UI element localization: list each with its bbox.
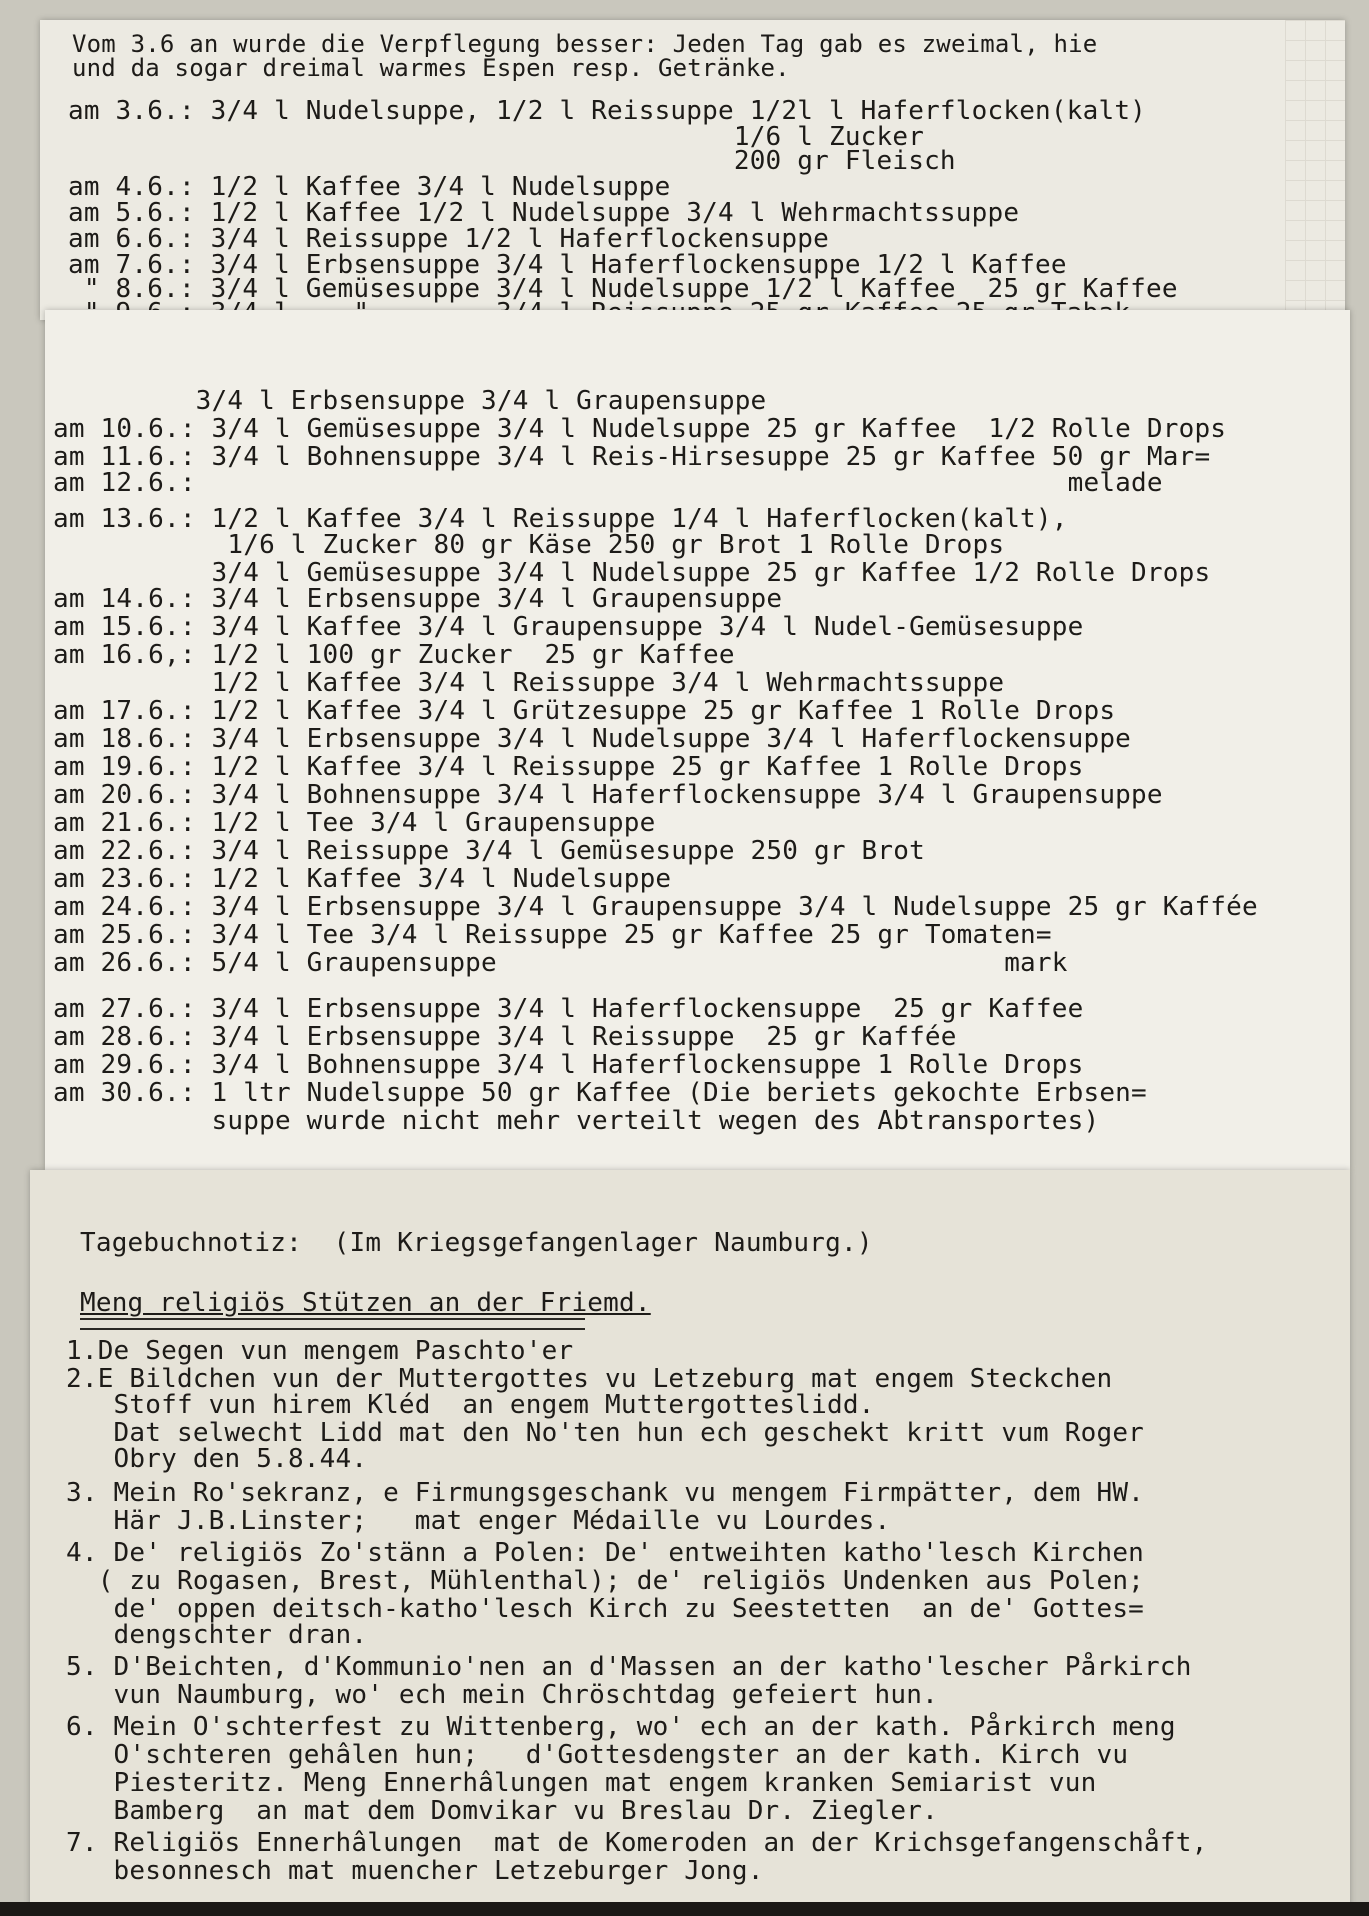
ration-entry: am 28.6.: 3/4 l Erbsensuppe 3/4 l Reissuppe 25 gr Kaffée: [53, 1022, 957, 1052]
list-item: 2.E Bildchen vun der Muttergottes vu Letzeburg mat engem Steckchen: [66, 1364, 1113, 1394]
list-item: 3. Mein Ro'sekranz, e Firmungsgeschank vu mengem Firmpätter, dem HW.: [66, 1478, 1145, 1508]
ration-entry: am 6.6.: 3/4 l Reissuppe 1/2 l Haferflockensuppe: [68, 224, 829, 254]
list-item: Dat selwecht Lidd mat den No'ten hun ech geschekt kritt vum Roger: [66, 1418, 1145, 1448]
list-item: besonnesch mat muencher Letzeburger Jong.: [66, 1856, 764, 1886]
graph-paper-edge: [1285, 20, 1345, 320]
list-item: dengschter dran.: [66, 1620, 368, 1650]
ration-entry: am 30.6.: 1 ltr Nudelsuppe 50 gr Kaffee (Die beriets gekochte Erbsen=: [53, 1078, 1147, 1108]
ration-entry: am 22.6.: 3/4 l Reissuppe 3/4 l Gemüsesuppe 250 gr Brot: [53, 836, 925, 866]
ration-entry: am 10.6.: 3/4 l Gemüsesuppe 3/4 l Nudelsuppe 25 gr Kaffee 1/2 Rolle Drops: [53, 414, 1227, 444]
ration-entry: 200 gr Fleisch: [68, 146, 956, 176]
typed-sheet-middle: [45, 310, 1350, 1170]
ration-entry: am 21.6.: 1/2 l Tee 3/4 l Graupensuppe: [53, 808, 656, 838]
ration-entry: 3/4 l Erbsensuppe 3/4 l Graupensuppe: [53, 386, 767, 416]
ration-entry: am 14.6.: 3/4 l Erbsensuppe 3/4 l Graupensuppe: [53, 584, 783, 614]
heading-double-underline: [80, 1318, 585, 1330]
list-item: Bamberg an mat dem Domvikar vu Breslau Dr. Ziegler.: [66, 1796, 938, 1826]
ration-entry: am 15.6.: 3/4 l Kaffee 3/4 l Graupensuppe 3/4 l Nudel-Gemüsesuppe: [53, 612, 1084, 642]
ration-entry: am 27.6.: 3/4 l Erbsensuppe 3/4 l Haferflockensuppe 25 gr Kaffee: [53, 994, 1084, 1024]
ration-entry: " 8.6.: 3/4 l Gemüsesuppe 3/4 l Nudelsuppe 1/2 l Kaffee 25 gr Kaffee: [68, 274, 1178, 304]
list-item: 1.De Segen vun mengem Paschto'er: [66, 1336, 574, 1366]
ration-entry: am 5.6.: 1/2 l Kaffee 1/2 l Nudelsuppe 3/4 l Wehrmachtssuppe: [68, 198, 1020, 228]
ration-entry: am 20.6.: 3/4 l Bohnensuppe 3/4 l Haferflockensuppe 3/4 l Graupensuppe: [53, 780, 1163, 810]
ration-entry: am 7.6.: 3/4 l Erbsensuppe 3/4 l Haferflockensuppe 1/2 l Kaffee: [68, 250, 1067, 280]
intro-line: Vom 3.6 an wurde die Verpflegung besser: Jeden Tag gab es zweimal, hie: [72, 30, 1098, 58]
ration-entry: am 24.6.: 3/4 l Erbsensuppe 3/4 l Graupensuppe 3/4 l Nudelsuppe 25 gr Kaffée: [53, 892, 1258, 922]
ration-entry: 1/2 l Kaffee 3/4 l Reissuppe 3/4 l Wehrmachtssuppe: [53, 668, 1005, 698]
ration-entry: am 11.6.: 3/4 l Bohnensuppe 3/4 l Reis-Hirsesuppe 25 gr Kaffee 50 gr Mar=: [53, 442, 1211, 472]
list-item: 5. D'Beichten, d'Kommunio'nen an d'Massen an der katho'lescher Pårkirch: [66, 1652, 1192, 1682]
ration-entry: 1/6 l Zucker: [68, 122, 925, 152]
diary-note: Tagebuchnotiz: (Im Kriegsgefangenlager Naumburg.): [80, 1228, 873, 1258]
ration-entry: am 26.6.: 5/4 l Graupensuppe mark: [53, 948, 1068, 978]
list-item: 6. Mein O'schterfest zu Wittenberg, wo' ech an der kath. Pårkirch meng: [66, 1712, 1176, 1742]
list-item: de' oppen deitsch-katho'lesch Kirch zu Seestetten an de' Gottes=: [66, 1594, 1145, 1624]
ration-entry: am 3.6.: 3/4 l Nudelsuppe, 1/2 l Reissuppe 1/2l l Haferflocken(kalt): [68, 96, 1147, 126]
ration-entry: am 17.6.: 1/2 l Kaffee 3/4 l Grützesuppe 25 gr Kaffee 1 Rolle Drops: [53, 696, 1116, 726]
ration-entry: am 29.6.: 3/4 l Bohnensuppe 3/4 l Haferflockensuppe 1 Rolle Drops: [53, 1050, 1084, 1080]
ration-entry: 1/6 l Zucker 80 gr Käse 250 gr Brot 1 Rolle Drops: [53, 530, 1005, 560]
list-item: Obry den 5.8.44.: [66, 1444, 368, 1474]
ration-entry: am 13.6.: 1/2 l Kaffee 3/4 l Reissuppe 1/4 l Haferflocken(kalt),: [53, 504, 1068, 534]
typed-sheet-top: [40, 20, 1345, 320]
ration-entry: am 18.6.: 3/4 l Erbsensuppe 3/4 l Nudelsuppe 3/4 l Haferflockensuppe: [53, 724, 1132, 754]
list-item: Här J.B.Linster; mat enger Médaille vu Lourdes.: [66, 1506, 891, 1536]
list-item: Piesteritz. Meng Ennerhâlungen mat engem kranken Semiarist vun: [66, 1768, 1097, 1798]
ration-entry: am 25.6.: 3/4 l Tee 3/4 l Reissuppe 25 gr Kaffee 25 gr Tomaten=: [53, 920, 1052, 950]
intro-line: und da sogar dreimal warmes Espen resp. Getränke.: [72, 54, 790, 82]
section-heading: Meng religiös Stützen an der Friemd.: [80, 1288, 651, 1318]
ration-entry: suppe wurde nicht mehr verteilt wegen des Abtransportes): [53, 1106, 1100, 1136]
list-item: Stoff vun hirem Kléd an engem Muttergotteslidd.: [66, 1390, 875, 1420]
ration-entry: am 23.6.: 1/2 l Kaffee 3/4 l Nudelsuppe: [53, 864, 672, 894]
list-item: 4. De' religiös Zo'stänn a Polen: De' entweihten katho'lesch Kirchen: [66, 1538, 1145, 1568]
ration-entry: am 16.6,: 1/2 l 100 gr Zucker 25 gr Kaffee: [53, 640, 735, 670]
list-item: ( zu Rogasen, Brest, Mühlenthal); de' religiös Undenken aus Polen;: [66, 1566, 1145, 1596]
ration-entry: am 4.6.: 1/2 l Kaffee 3/4 l Nudelsuppe: [68, 172, 671, 202]
ration-entry: am 12.6.: melade: [53, 468, 1163, 498]
photo-bottom-edge: [0, 1902, 1369, 1916]
list-item: vun Naumburg, wo' ech mein Chröschtdag gefeiert hun.: [66, 1680, 938, 1710]
typed-sheet-bottom: [30, 1170, 1350, 1916]
list-item: O'schteren gehâlen hun; d'Gottesdengster an der kath. Kirch vu: [66, 1740, 1129, 1770]
list-item: 7. Religiös Ennerhâlungen mat de Komeroden an der Krichsgefangenschåft,: [66, 1828, 1208, 1858]
ration-entry: 3/4 l Gemüsesuppe 3/4 l Nudelsuppe 25 gr Kaffee 1/2 Rolle Drops: [53, 558, 1211, 588]
ration-entry: am 19.6.: 1/2 l Kaffee 3/4 l Reissuppe 25 gr Kaffee 1 Rolle Drops: [53, 752, 1084, 782]
